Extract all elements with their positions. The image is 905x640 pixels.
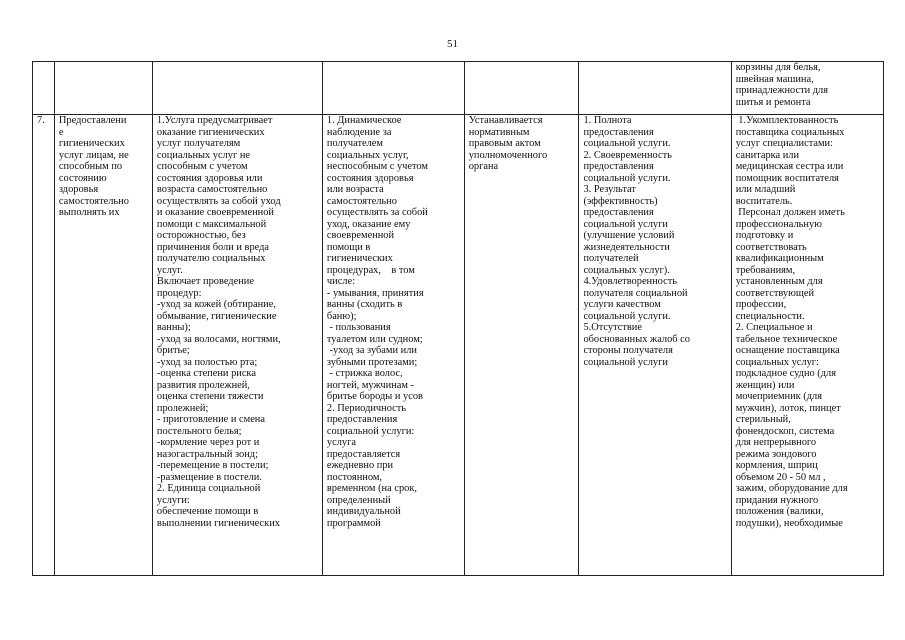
row-number: 7. <box>37 115 45 126</box>
equipment-tail-text: корзины для белья, швейная машина, принадлежности для шитья и ремонта <box>735 62 829 108</box>
service-name: Предоставлени е гигиенических услуг лицам, не способным по состоянию здоровья самостоятельно выполнять их <box>58 115 129 218</box>
cont-service-cell <box>54 62 152 115</box>
service-conditions: 1.Укомплектованность поставщика социальных услуг специалистами: санитарка или медицинская сестра или помощник воспитателя или младший воспитатель. Персонал должен иметь профессиональную подготовку и соответствовать квалификационным требованиям, установленным для соответствующей профессии, специальности. 2. Специальное и табельное техническое оснащение поставщика социальных услуг: подкладное судно (для женщин) или мочеприемник (для мужчин), лоток, пинцет стерильный, фонендоскоп, система для непрерывного режима зондового кормления, шприц объемом 20 - 50 мл , зажим, оборудование для придания нужного положения (валики, подушки), необходимые <box>735 115 848 529</box>
cont-number-cell <box>33 62 55 115</box>
service-name-cell <box>54 115 152 576</box>
page-number: 51 <box>447 38 458 50</box>
periodicity-cell <box>322 115 464 576</box>
description-cell <box>152 115 322 576</box>
row-number-cell <box>33 115 55 576</box>
services-table <box>32 61 884 576</box>
cont-tariff-cell <box>464 62 579 115</box>
cont-quality-cell <box>579 62 731 115</box>
cont-conditions-cell <box>731 62 883 115</box>
service-tariff: Устанавливается нормативным правовым актом уполномоченного органа <box>468 115 548 172</box>
cont-description-cell <box>152 62 322 115</box>
continuation-row <box>33 62 884 115</box>
tariff-cell <box>464 115 579 576</box>
service-periodicity: 1. Динамическое наблюдение за получателем социальных услуг, неспособным с учетом состояния здоровья или возраста самостоятельно осуществлять за собой уход, оказание ему своевременной помощи в гигиенических процедурах, в том числе: - умывания, принятия ванны (сходить в баню); - пользования туалетом или судном; -уход за зубами или зубными протезами; - стрижка волос, ногтей, мужчинам - бритье бороды и усов 2. Периодичность предоставления социальной услуги: услуга предоставляется ежедневно при постоянном, временном (на срок, определенный индивидуальной программой <box>326 115 428 529</box>
service-description: 1.Услуга предусматривает оказание гигиенических услуг получателям социальных услуг не способным с учетом состояния здоровья или возраста самостоятельно осуществлять за собой уход и оказание своевременной помощи с максимальной осторожностью, без причинения боли и вреда получателю социальных услуг. Включает проведение процедур: -уход за кожей (обтирание, обмывание, гигиенические ванны); -уход за волосами, ногтями, бритье; -уход за полостью рта; -оценка степени риска развития пролежней, оценка степени тяжести пролежней; - приготовление и смена постельного белья; -кормление через рот и назогастральный зонд; -перемещение в постели; -размещение в постели. 2. Единица социальной услуги: обеспечение помощи в выполнении гигиенических <box>156 115 281 529</box>
cont-periodicity-cell <box>322 62 464 115</box>
quality-cell <box>579 115 731 576</box>
conditions-cell <box>731 115 883 576</box>
service-row <box>33 115 884 576</box>
quality-indicators: 1. Полнота предоставления социальной услуги. 2. Своевременность предоставления социальной услуги. 3. Результат (эффективность) предоставления социальной услуги (улучшение условий жизнедеятельности получателей социальных услуг). 4.Удовлетворенность получателя социальной услуги качеством социальной услуги. 5.Отсутствие обоснованных жалоб со стороны получателя социальной услуги <box>583 115 690 368</box>
